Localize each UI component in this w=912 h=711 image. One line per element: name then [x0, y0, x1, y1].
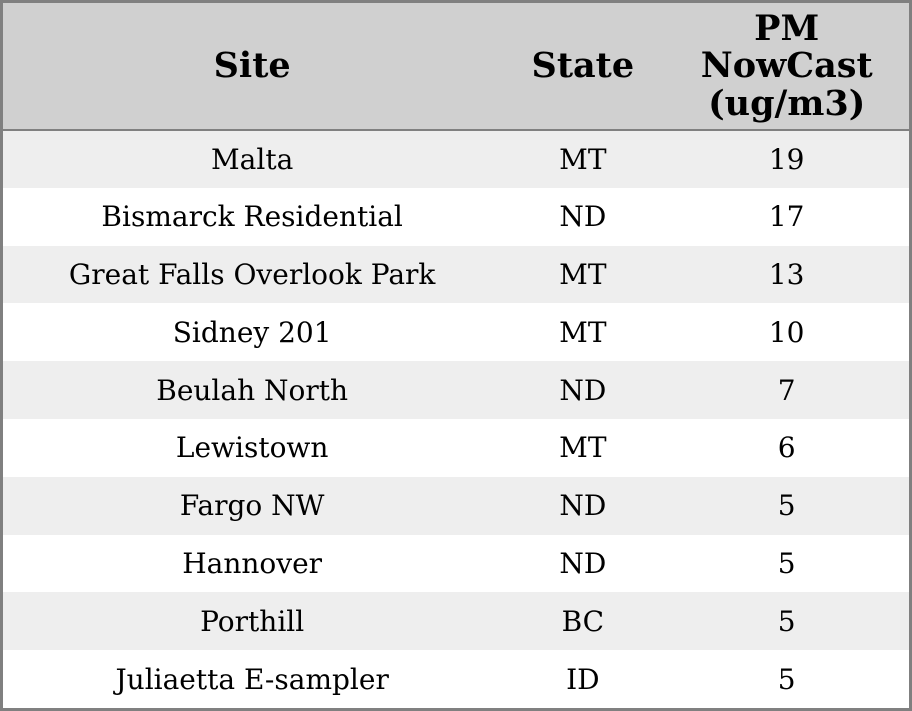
pm-nowcast-cell: 5 [777, 489, 796, 523]
pm-nowcast-cell: 5 [777, 546, 796, 580]
pm-nowcast-header-label: PM NowCast (ug/m3) [700, 7, 873, 124]
site-cell: Juliaetta E-sampler [115, 662, 389, 696]
state-cell: MT [559, 431, 607, 465]
table-row [3, 303, 909, 361]
table-row [3, 361, 909, 419]
state-cell: ND [559, 546, 607, 580]
state-cell: MT [559, 315, 607, 349]
pm-nowcast-cell: 13 [768, 257, 805, 291]
table-row [3, 188, 909, 246]
state-cell: ND [559, 200, 607, 234]
header-row [3, 3, 909, 130]
table-row [3, 477, 909, 535]
pm-nowcast-cell: 10 [768, 315, 805, 349]
pm-nowcast-cell: 6 [777, 431, 796, 465]
table-row [3, 592, 909, 650]
pm-nowcast-cell: 17 [768, 200, 805, 234]
site-cell: Hannover [182, 546, 323, 580]
state-cell: MT [559, 257, 607, 291]
site-cell: Bismarck Residential [101, 200, 403, 234]
data-table [3, 3, 909, 708]
table-row [3, 419, 909, 477]
site-cell: Sidney 201 [172, 315, 332, 349]
site-cell: Malta [211, 142, 294, 176]
column-header-pm-nowcast [664, 3, 909, 130]
state-cell: ND [559, 489, 607, 523]
site-cell: Porthill [200, 604, 305, 638]
pm-nowcast-cell: 5 [777, 604, 796, 638]
state-cell: ND [559, 373, 607, 407]
column-header-site: Site [3, 3, 501, 130]
state-cell: BC [561, 604, 605, 638]
pm-nowcast-cell: 5 [777, 662, 796, 696]
site-cell: Lewistown [175, 431, 329, 465]
state-cell: ID [566, 662, 600, 696]
table-row [3, 650, 909, 708]
column-header-state: State [501, 3, 664, 130]
state-cell: MT [559, 142, 607, 176]
table-row [3, 246, 909, 304]
table-row [3, 535, 909, 593]
site-cell: Beulah North [156, 373, 349, 407]
table-row [3, 130, 909, 188]
pm-nowcast-cell: 19 [768, 142, 805, 176]
site-cell: Great Falls Overlook Park [68, 257, 436, 291]
site-cell: Fargo NW [179, 489, 325, 523]
pm-nowcast-cell: 7 [777, 373, 796, 407]
